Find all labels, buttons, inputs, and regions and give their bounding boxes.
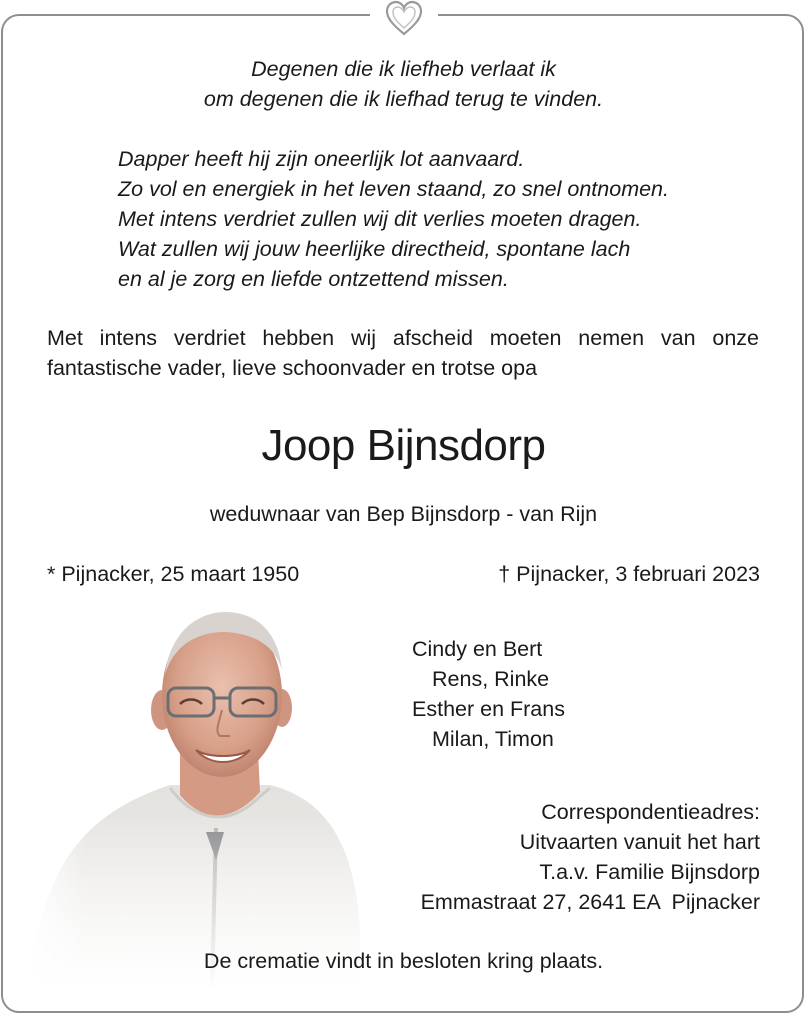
intro-line-2: fantastische vader, lieve schoonvader en trotse opa <box>47 356 538 380</box>
portrait-photo <box>20 600 380 990</box>
correspondence-heading: Correspondentieadres: <box>541 800 760 824</box>
motto-line-2: om degenen die ik liefhad terug te vinden. <box>203 87 604 111</box>
heart-icon <box>384 0 424 40</box>
family-line-3: Esther en Frans <box>412 697 565 721</box>
family-line-4: Milan, Timon <box>432 727 554 751</box>
correspondence-line-2: T.a.v. Familie Bijnsdorp <box>539 860 760 884</box>
closing-line: De crematie vindt in besloten kring plaats. <box>203 949 604 973</box>
poem-line-5: en al je zorg en liefde ontzettend missen. <box>118 267 509 291</box>
poem-line-2: Zo vol en energiek in het leven staand, zo snel ontnomen. <box>118 177 669 201</box>
correspondence-line-1: Uitvaarten vanuit het hart <box>519 830 760 854</box>
family-line-1: Cindy en Bert <box>412 637 543 661</box>
birth-date: * Pijnacker, 25 maart 1950 <box>47 562 300 586</box>
death-date: † Pijnacker, 3 februari 2023 <box>498 562 760 586</box>
intro-line-1: Met intens verdriet hebben wij afscheid moeten nemen van onze <box>47 326 759 350</box>
poem-line-4: Wat zullen wij jouw heerlijke directheid, spontane lach <box>118 237 631 261</box>
widower-line: weduwnaar van Bep Bijnsdorp - van Rijn <box>209 502 598 526</box>
correspondence-line-3: Emmastraat 27, 2641 EA Pijnacker <box>420 890 760 914</box>
deceased-name: Joop Bijnsdorp <box>261 421 546 470</box>
poem-line-3: Met intens verdriet zullen wij dit verlies moeten dragen. <box>118 207 642 231</box>
family-line-2: Rens, Rinke <box>432 667 550 691</box>
motto-line-1: Degenen die ik liefheb verlaat ik <box>251 57 556 81</box>
poem-line-1: Dapper heeft hij zijn oneerlijk lot aanvaard. <box>118 147 525 171</box>
